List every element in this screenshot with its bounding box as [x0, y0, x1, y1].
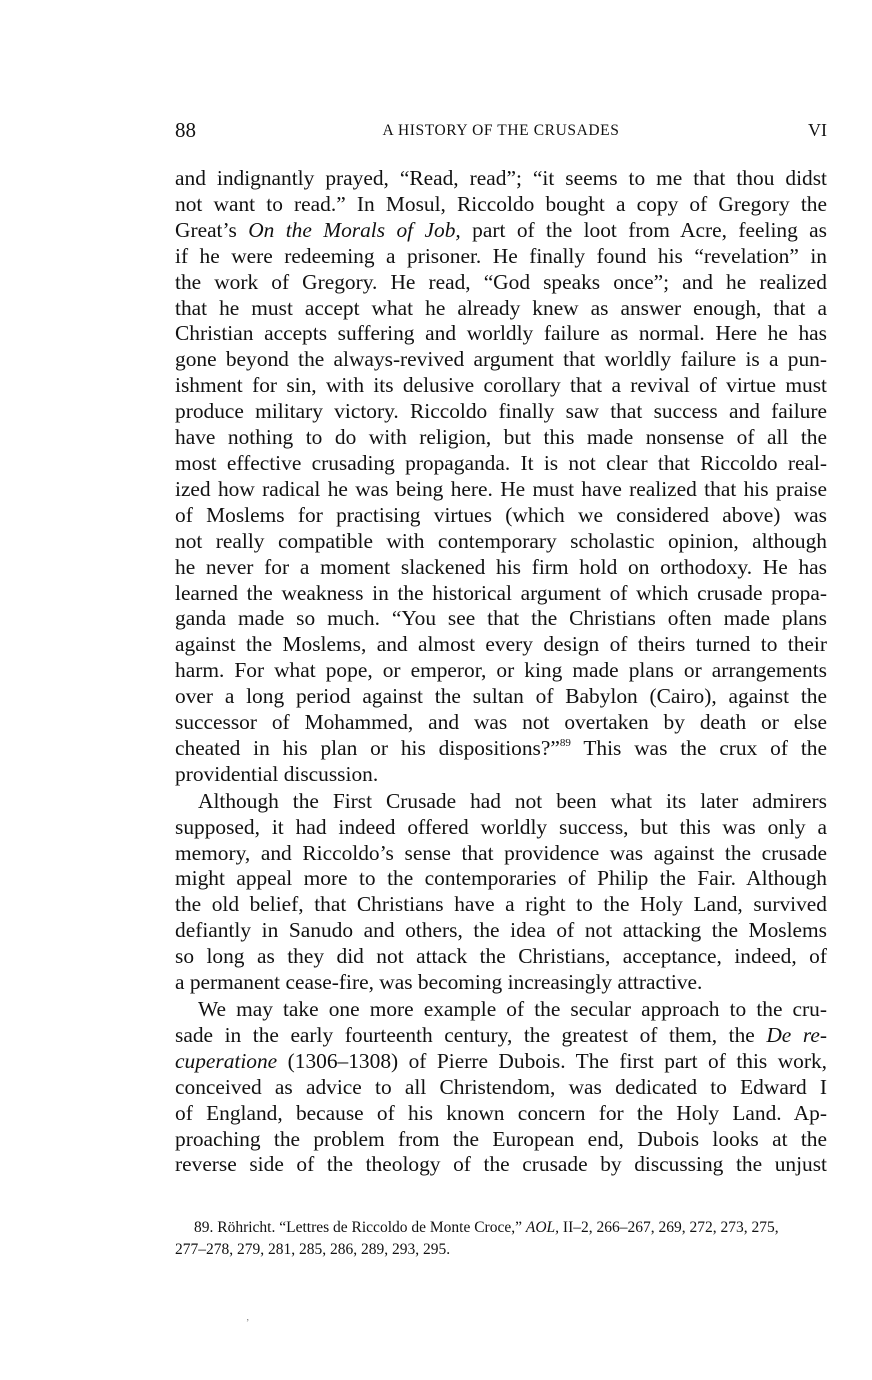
book-title-italic: De re- [766, 1022, 828, 1047]
paragraph-2 [175, 789, 827, 996]
footnote-89 [175, 1217, 827, 1261]
text-line: that he must accept what he already knew as answer enough, that a [175, 295, 827, 320]
text-line: learned the weakness in the historical argument of which crusade propa- [175, 580, 827, 605]
text-line: Although the First Crusade had not been what its later admirers [198, 788, 827, 813]
text-line: a permanent cease-fire, was becoming increasingly attractive. [175, 970, 703, 995]
text-line: of England, because of his known concern for the Holy Land. Ap- [175, 1100, 827, 1125]
text-line: against the Moslems, and almost every design of theirs turned to their [175, 632, 827, 657]
text-line: the work of Gregory. He read, “God speaks once”; and he realized [175, 269, 827, 294]
text-line: over a long period against the sultan of Babylon (Cairo), against the [175, 684, 827, 709]
footnote-ref: 89 [559, 736, 571, 749]
paragraph-1 [175, 166, 827, 788]
scan-speck: ’ [246, 1318, 250, 1329]
paragraph-3 [175, 997, 827, 1178]
text-line: defiantly in Sanudo and others, the idea of not attacking the Moslems [175, 918, 827, 943]
text-run: 89. Röhricht. “Lettres de Riccoldo de Monte Croce,” [194, 1219, 526, 1236]
body-text [175, 166, 827, 1178]
text-line: gone beyond the always-revived argument that worldly failure is a pun- [175, 347, 827, 372]
text-line [175, 1023, 827, 1049]
text-line: supposed, it had indeed offered worldly success, but this was only a [175, 814, 827, 839]
book-title-italic: On the Morals of Job, [248, 217, 461, 242]
text-line: he never for a moment slackened his firm hold on orthodoxy. He has [175, 554, 827, 579]
text-line: and indignantly prayed, “Read, read”; “it seems to me that thou didst [175, 166, 827, 190]
text-line [175, 1049, 827, 1075]
book-title-italic: cuperatione [175, 1048, 278, 1073]
text-line: conceived as advice to all Christendom, was dedicated to Edward I [175, 1074, 827, 1099]
text-line: harm. For what pope, or emperor, or king made plans or arrangements [175, 658, 827, 683]
text-line: We may take one more example of the secular approach to the cru- [198, 997, 827, 1021]
text-line: so long as they did not attack the Christians, acceptance, indeed, of [175, 944, 827, 969]
text-line: ishment for sin, with its delusive corollary that a revival of virtue must [175, 373, 827, 398]
text-line: Christian accepts suffering and worldly failure as normal. Here he has [175, 321, 827, 346]
running-title: A HISTORY OF THE CRUSADES [382, 122, 620, 139]
text-line: if he were redeeming a prisoner. He finally found his “revelation” in [175, 243, 827, 268]
text-run: II–2, 266–267, 269, 272, 273, 275, [559, 1219, 779, 1236]
text-line: successor of Mohammed, and was not overtaken by death or else [175, 710, 827, 735]
text-run: This was the crux of the [570, 735, 827, 760]
text-line: have nothing to do with religion, but this made nonsense of all the [175, 425, 827, 450]
text-line [175, 736, 827, 762]
chapter-number: VI [808, 120, 827, 140]
text-line: ized how radical he was being here. He must have realized that his praise [175, 476, 827, 501]
text-line: reverse side of the theology of the crusade by discussing the unjust [175, 1152, 827, 1177]
text-run: (1306–1308) of Pierre Dubois. The first part of this work, [277, 1048, 827, 1073]
text-line: the old belief, that Christians have a right to the Holy Land, survived [175, 892, 827, 917]
text-line [175, 218, 827, 244]
footnote-line [175, 1217, 827, 1239]
running-head [175, 116, 827, 144]
text-line: most effective crusading propaganda. It is not clear that Riccoldo real- [175, 450, 827, 475]
text-line: memory, and Riccoldo’s sense that providence was against the crusade [175, 840, 827, 865]
text-line: not really compatible with contemporary scholastic opinion, although [175, 528, 827, 553]
text-line: might appeal more to the contemporaries of Philip the Fair. Although [175, 866, 827, 891]
text-run: Great’s [175, 217, 249, 242]
text-line: proaching the problem from the European end, Dubois looks at the [175, 1126, 827, 1151]
text-run: part of the loot from Acre, feeling as [460, 217, 828, 242]
text-run: sade in the early fourteenth century, the greatest of them, the [175, 1022, 767, 1047]
page-number: 88 [175, 118, 196, 142]
text-run: cheated in his plan or his dispositions?” [175, 735, 560, 760]
text-line: of Moslems for practising virtues (which we considered above) was [175, 502, 827, 527]
journal-abbrev-italic: AOL, [525, 1219, 560, 1236]
text-line: not want to read.” In Mosul, Riccoldo bought a copy of Gregory the [175, 191, 827, 216]
text-line: providential discussion. [175, 761, 379, 786]
text-line: produce military victory. Riccoldo finally saw that success and failure [175, 399, 827, 424]
text-line: ganda made so much. “You see that the Christians often made plans [175, 606, 827, 631]
footnote-line: 277–278, 279, 281, 285, 286, 289, 293, 295. [175, 1241, 451, 1258]
